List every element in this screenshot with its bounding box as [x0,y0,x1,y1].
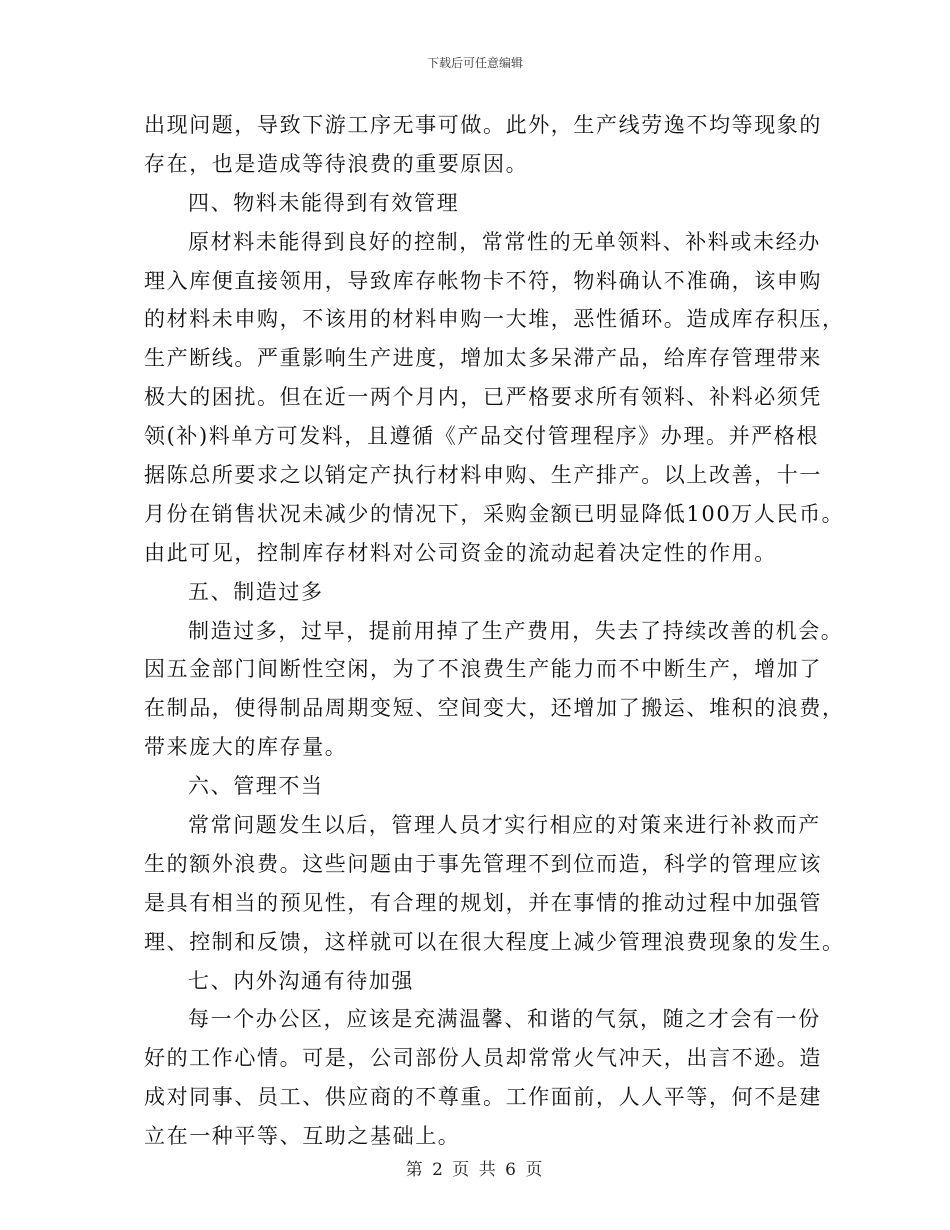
paragraph-line-indented: 六、管理不当 [188,774,324,799]
paragraph-line-indented: 四、物料未能得到有效管理 [188,190,460,215]
paragraph-line: 据陈总所要求之以销定产执行材料申购、生产排产。以上改善，十一 [144,463,822,488]
paragraph-line-indented: 常常问题发生以后，管理人员才实行相应的对策来进行补救而产 [188,813,821,838]
paragraph-line: 理入库便直接领用，导致库存帐物卡不符，物料确认不准确，该申购 [144,268,822,293]
paragraph-line: 由此可见，控制库存材料对公司资金的流动起着决定性的作用。 [144,540,777,565]
paragraph-line: 存在，也是造成等待浪费的重要原因。 [144,151,529,176]
paragraph-line: 好的工作心情。可是，公司部份人员却常常火气冲天，出言不逊。造 [144,1046,822,1071]
paragraph-line-indented: 每一个办公区，应该是充满温馨、和谐的气氛，随之才会有一份 [188,1007,821,1032]
paragraph-line: 极大的困扰。但在近一两个月内，已严格要求所有领料、补料必须凭 [144,385,822,410]
paragraph-line-indented: 制造过多，过早，提前用掉了生产费用，失去了持续改善的机会。 [188,618,844,643]
paragraph-line: 在制品，使得制品周期变短、空间变大，还增加了搬运、堆积的浪费， [144,696,845,721]
paragraph-line: 月份在销售状况未减少的情况下，采购金额已明显降低100万人民币。 [144,501,845,526]
paragraph-line: 理、控制和反馈，这样就可以在很大程度上减少管理浪费现象的发生。 [144,929,845,954]
paragraph-line-indented: 五、制造过多 [188,579,324,604]
paragraph-line: 带来庞大的库存量。 [144,735,348,760]
paragraph-line: 生的额外浪费。这些问题由于事先管理不到位而造，科学的管理应该 [144,851,822,876]
paragraph-line: 成对同事、员工、供应商的不尊重。工作面前，人人平等，何不是建 [144,1085,822,1110]
paragraph-line: 因五金部门间断性空闲，为了不浪费生产能力而不中断生产，增加了 [144,657,822,682]
paragraph-line-indented: 原材料未能得到良好的控制，常常性的无单领料、补料或未经办 [188,229,821,254]
paragraph-line: 领(补)料单方可发料，且遵循《产品交付管理程序》办理。并严格根 [144,424,819,449]
paragraph-line: 生产断线。严重影响生产进度，增加太多呆滞产品，给库存管理带来 [144,346,822,371]
paragraph-line: 是具有相当的预见性，有合理的规划，并在事情的推动过程中加强管 [144,890,822,915]
paragraph-line-indented: 七、内外沟通有待加强 [188,968,414,993]
document-body [144,106,845,1156]
paragraph-line: 的材料未申购，不该用的材料申购一大堆，恶性循环。造成库存积压， [144,307,845,332]
paragraph-line: 出现问题，导致下游工序无事可做。此外，生产线劳逸不均等现象的 [144,113,822,137]
page-header: 下载后可任意编辑 [426,56,523,70]
page-number: 第 2 页 共 6 页 [405,1160,545,1180]
paragraph-line: 立在一种平等、互助之基础上。 [144,1124,461,1149]
